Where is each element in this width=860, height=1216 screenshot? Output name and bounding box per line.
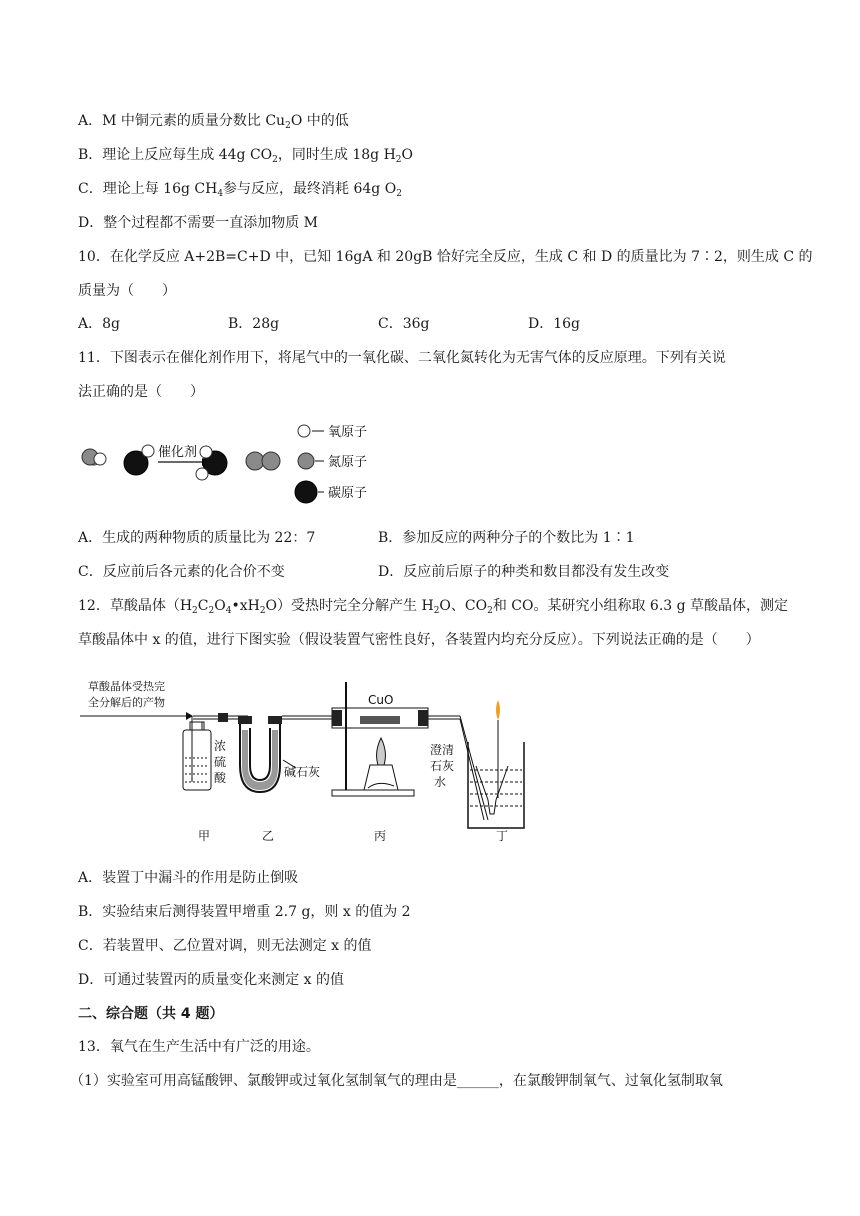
limewater-label-3: 水 — [434, 775, 447, 789]
q11-stem-line2: 法正确的是（ ） — [78, 384, 204, 400]
q11-option-d: D．反应前后原子的种类和数目都没有发生改变 — [378, 564, 670, 580]
apparatus-label-bing: 丙 — [374, 829, 387, 843]
apparatus-label-ding: 丁 — [496, 829, 509, 843]
section-heading: 二、综合题（共 4 题） — [78, 1006, 224, 1022]
limewater-label-1: 澄清 — [430, 743, 455, 757]
q11-option-c: C．反应前后各元素的化合价不变 — [78, 564, 285, 580]
molecule-reaction-diagram — [78, 415, 398, 515]
q9-option-a: A．M 中铜元素的质量分数比 $Cu_2O$ 中的低 — [78, 113, 349, 131]
q10-stem-line1: 10．在化学反应 A+2B=C+D 中，已知 16gA 和 20gB 恰好完全反应，生成 C 和 D 的质量比为 7∶2，则生成 C 的 — [78, 249, 813, 265]
soda-lime-label: 碱石灰 — [284, 765, 321, 779]
input-label-2: 全分解后的产物 — [88, 696, 165, 709]
q10-stem-line2: 质量为（ ） — [78, 283, 176, 299]
catalyst-label: 催化剂 — [158, 445, 198, 460]
q10-option-c: C．36g — [378, 316, 430, 332]
apparatus-yi-u-tube — [238, 716, 282, 792]
acid-label-1: 浓 — [214, 739, 227, 753]
q10-option-b: B．28g — [228, 316, 280, 332]
q13-stem: 13．氧气在生产生活中有广泛的用途。 — [78, 1039, 320, 1055]
q10-option-a: A．8g — [78, 316, 120, 332]
apparatus-ding-beaker — [468, 700, 524, 828]
q11-option-b: B．参加反应的两种分子的个数比为 1∶1 — [378, 530, 635, 546]
legend-nitrogen: 氮原子 — [328, 455, 368, 470]
acid-label-2: 硫 — [214, 755, 227, 769]
input-label-1: 草酸晶体受热完 — [88, 680, 165, 693]
apparatus-label-jia: 甲 — [198, 829, 211, 843]
oxygen-atom-icon — [298, 425, 310, 437]
apparatus-label-yi: 乙 — [262, 829, 275, 843]
q11-option-a: A．生成的两种物质的质量比为 22：7 — [78, 530, 316, 546]
nitrogen-atom-icon — [298, 453, 314, 469]
co2-molecule — [196, 446, 227, 480]
acid-label-3: 酸 — [214, 771, 227, 785]
q9-option-d: D．整个过程都不需要一直添加物质 M — [78, 215, 319, 231]
carbon-atom-icon — [295, 481, 317, 503]
q12-stem-line1: 12．草酸晶体$(H_2C_2O_4•xH_2O)$受热时完全分解产生 $H_2O$、$CO_2$和 CO。某研究小组称取 6.3 g 草酸晶体，测定 — [78, 598, 789, 616]
legend-oxygen: 氧原子 — [328, 425, 368, 440]
q9-option-b: B．理论上反应每生成 44g $CO_2$，同时生成 18g $H_2O$ — [78, 147, 413, 165]
limewater-label-2: 石灰 — [430, 759, 455, 773]
q9-option-c: C．理论上每 16g $CH_4$参与反应，最终消耗 64g $O_2$ — [78, 181, 402, 199]
q12-option-d: D．可通过装置丙的质量变化来测定 x 的值 — [78, 972, 345, 988]
q13-part1: （1）实验室可用高锰酸钾、氯酸钾或过氧化氢制氧气的理由是______，在氯酸钾制氧气、过氧化氢制取氧 — [70, 1073, 723, 1089]
experiment-apparatus-diagram — [78, 670, 538, 850]
no2-molecule — [82, 449, 106, 465]
cuo-label: CuO — [368, 693, 394, 707]
q12-stem-line2: 草酸晶体中 x 的值，进行下图实验（假设装置气密性良好，各装置内均充分反应）。下列说法正确的是（ ） — [78, 632, 760, 648]
legend — [295, 425, 367, 503]
co-molecule — [124, 445, 154, 475]
q11-stem-line1: 11．下图表示在催化剂作用下，将尾气中的一氧化碳、二氧化氮转化为无害气体的反应原理。下列有关说 — [78, 350, 726, 366]
n2-molecule — [246, 452, 280, 470]
q12-option-b: B．实验结束后测得装置甲增重 2.7 g，则 x 的值为 2 — [78, 904, 411, 920]
q12-option-a: A．装置丁中漏斗的作用是防止倒吸 — [78, 870, 299, 886]
q12-option-c: C．若装置甲、乙位置对调，则无法测定 x 的值 — [78, 938, 372, 954]
q10-option-d: D．16g — [528, 316, 581, 332]
legend-carbon: 碳原子 — [328, 486, 368, 501]
apparatus-jia-bottle — [183, 716, 218, 790]
